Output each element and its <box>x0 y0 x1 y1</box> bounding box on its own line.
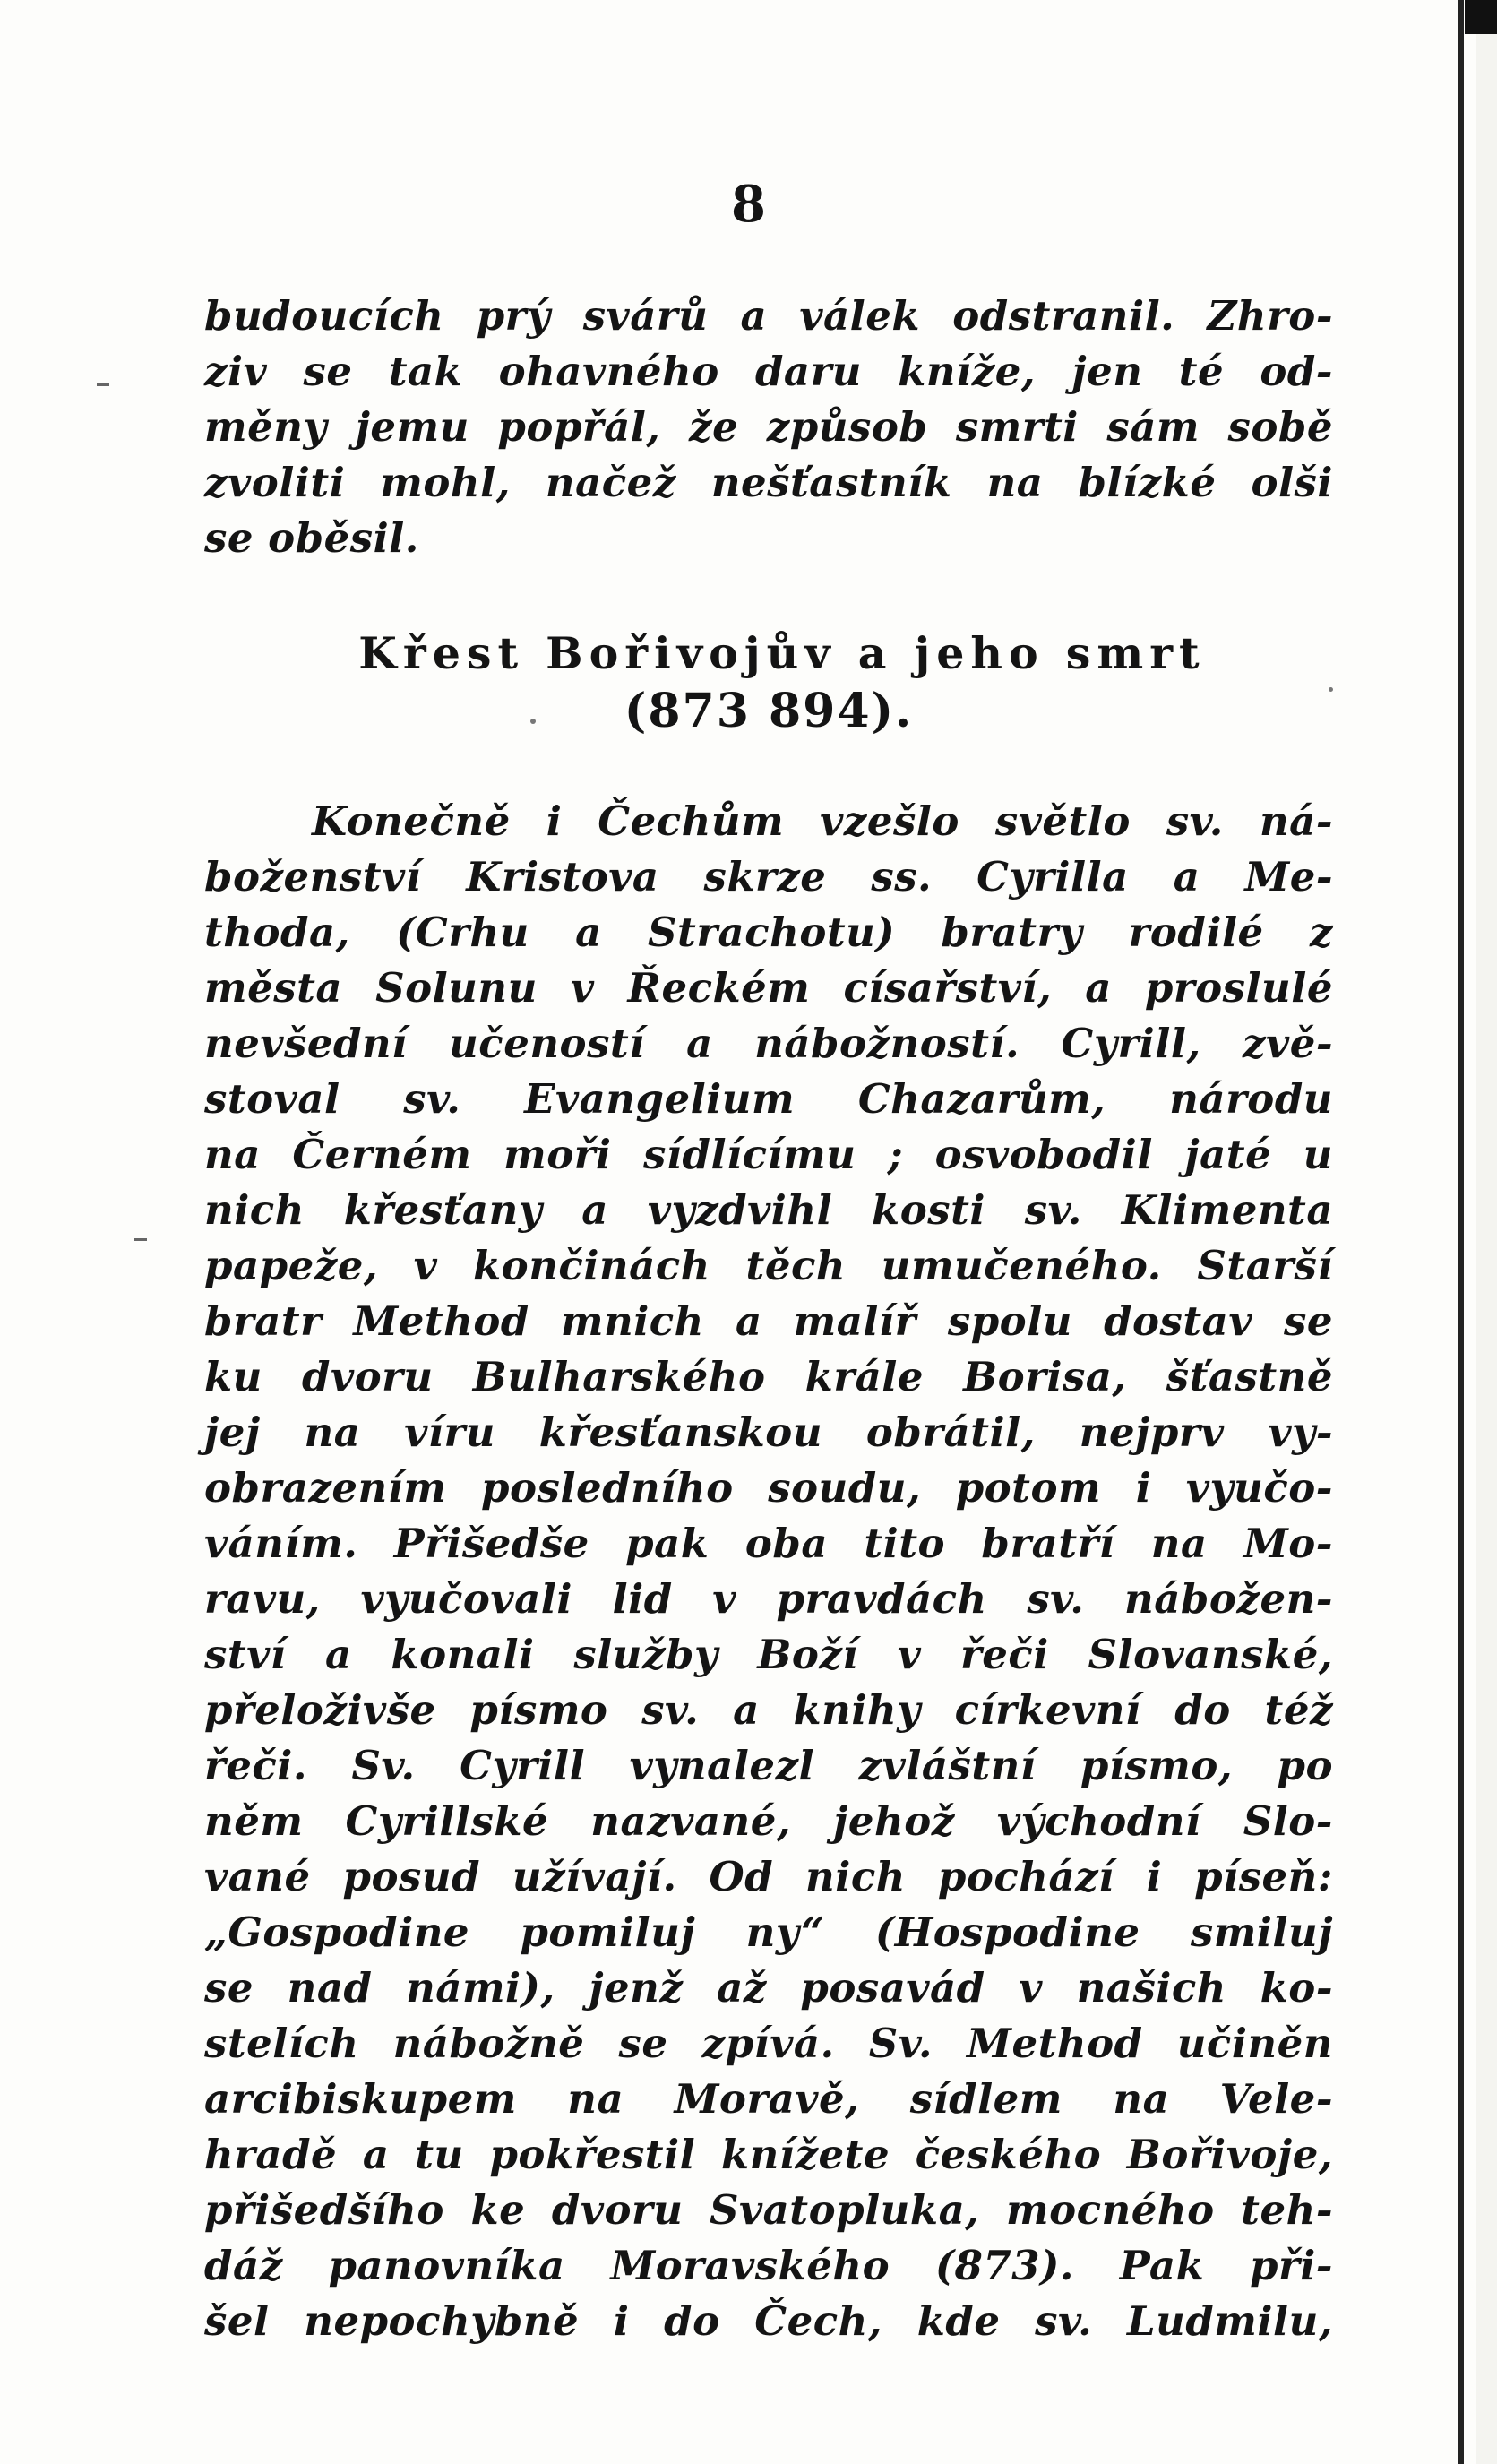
intro-paragraph <box>204 289 1333 566</box>
text-line: stoval sv. Evangelium Chazarům, národu <box>204 1075 1333 1123</box>
page-edge-outer <box>1476 0 1497 2464</box>
text-line: na Černém moři sídlícímu ; osvobodil jaté u <box>204 1131 1333 1178</box>
text-line: stelích nábožně se zpívá. Sv. Method učiněn <box>204 2020 1333 2067</box>
text-line: šel nepochybně i do Čech, kde sv. Ludmilu, <box>204 2297 1333 2345</box>
text-line: přišedšího ke dvoru Svatopluka, mocného teh- <box>204 2186 1333 2234</box>
text-line: ravu, vyučovali lid v pravdách sv. nábožen- <box>204 1575 1333 1623</box>
text-line: nevšední učeností a nábožností. Cyrill, zvě- <box>204 1020 1333 1067</box>
text-line: se nad námi), jenž až posavád v našich ko- <box>204 1964 1333 2012</box>
text-line: ství a konali služby Boží v řeči Slovanské, <box>204 1631 1333 1678</box>
text-line: nich křesťany a vyzdvihl kosti sv. Klimenta <box>204 1186 1333 1234</box>
text-line: přeloživše písmo sv. a knihy církevní do též <box>204 1686 1333 1734</box>
text-line: bratr Method mnich a malíř spolu dostav se <box>204 1297 1333 1345</box>
scan-mark <box>97 383 109 386</box>
text-line: papeže, v končinách těch umučeného. Starší <box>204 1242 1333 1289</box>
text-line: thoda, (Crhu a Strachotu) bratry rodilé z <box>204 909 1333 956</box>
page-edge-border <box>1458 0 1464 2464</box>
text-line: dáž panovníka Moravského (873). Pak při- <box>204 2242 1333 2289</box>
page-corner-shadow <box>1465 0 1497 34</box>
text-line: města Solunu v Řeckém císařství, a proslulé <box>204 964 1333 1012</box>
text-line: jej na víru křesťanskou obrátil, nejprv vy- <box>204 1409 1333 1456</box>
text-line: hradě a tu pokřestil knížete českého Bořivoje, <box>204 2131 1333 2178</box>
text-line: něm Cyrillské nazvané, jehož východní Slo- <box>204 1797 1333 1845</box>
section-heading: Křest Bořivojův a jeho smrt <box>358 627 1206 679</box>
text-line: řeči. Sv. Cyrill vynalezl zvláštní písmo, po <box>204 1742 1333 1789</box>
text-line: ziv se tak ohavného daru kníže, jen té od- <box>204 348 1333 395</box>
text-line: „Gospodine pomiluj ny“ (Hospodine smiluj <box>204 1908 1333 1956</box>
section-spacer <box>204 566 1333 624</box>
section-heading-dates: (873 894). <box>624 684 914 738</box>
main-paragraph <box>204 794 1333 2349</box>
text-line: zvoliti mohl, načež nešťastník na blízké olši <box>204 459 1333 506</box>
text-line: Konečně i Čechům vzešlo světlo sv. ná- <box>312 797 1333 845</box>
text-line: vané posud užívají. Od nich pochází i píseň: <box>204 1853 1333 1900</box>
scan-mark <box>134 1238 147 1241</box>
text-line: obrazením posledního soudu, potom i vyučo- <box>204 1464 1333 1512</box>
text-line: ku dvoru Bulharského krále Borisa, šťastně <box>204 1353 1333 1400</box>
text-line: se oběsil. <box>204 514 419 562</box>
page-number: 8 <box>731 175 766 234</box>
page-text <box>204 289 1333 2349</box>
text-line: boženství Kristova skrze ss. Cyrilla a Me- <box>204 853 1333 900</box>
text-line: budoucích prý svárů a válek odstranil. Zhro- <box>204 292 1333 340</box>
text-line: měny jemu popřál, že způsob smrti sám sobě <box>204 403 1333 451</box>
text-line: váním. Přišedše pak oba tito bratří na Mo- <box>204 1520 1333 1567</box>
text-line: arcibiskupem na Moravě, sídlem na Vele- <box>204 2075 1333 2123</box>
